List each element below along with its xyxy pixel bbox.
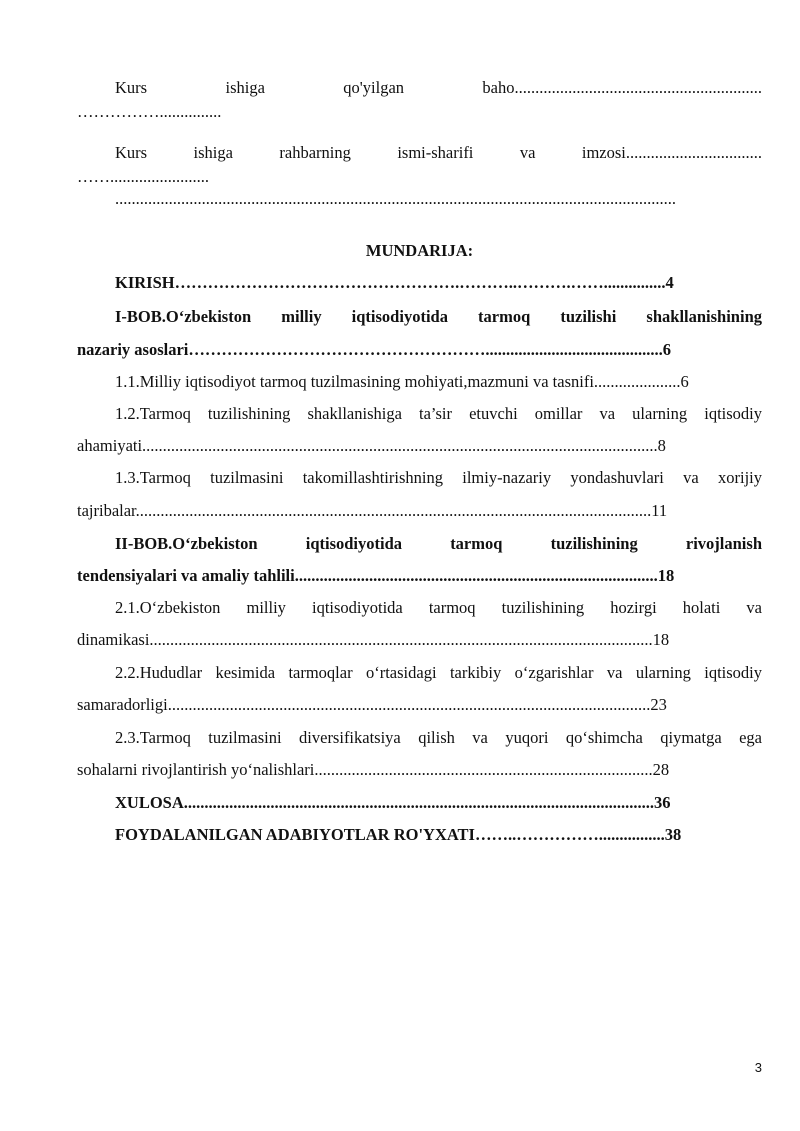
page-number: 3: [754, 1060, 762, 1075]
toc-entry-2-3: 2.3.Tarmoq tuzilmasini diversifikatsiya qilish va yuqori qo‘shimcha qiymatga ega: [115, 728, 762, 747]
grade-line-cont: ……………...............: [77, 102, 222, 121]
toc-entry-intro: KIRISH…………………………………………….………..……….……...............4: [115, 273, 674, 292]
toc-entry-2-2-cont: samaradorligi.....................................................................................................................23: [77, 695, 667, 714]
toc-entry-chapter2: II-BOB.O‘zbekiston iqtisodiyotida tarmoq tuzilishining rivojlanish: [115, 534, 762, 553]
toc-entry-chapter1: I-BOB.O‘zbekiston milliy iqtisodiyotida tarmoq tuzilishi shakllanishining: [115, 307, 762, 326]
toc-entry-1-3: 1.3.Tarmoq tuzilmasini takomillashtirishning ilmiy-nazariy yondashuvlari va xorijiy: [115, 468, 762, 487]
toc-entry-references: FOYDALANILGAN ADABIYOTLAR RO'YXATI……..……………................38: [115, 825, 682, 844]
toc-entry-2-3-cont: sohalarni rivojlantirish yo‘nalishlari..................................................................................28: [77, 760, 670, 779]
supervisor-signature-line: ........................................................................................................................................: [115, 189, 676, 208]
grade-line: Kurs ishiga qo'yilgan baho............................................................: [115, 78, 762, 97]
toc-entry-1-2-cont: ahamiyati.............................................................................................................................8: [77, 436, 666, 455]
supervisor-line-cont: ……........................: [77, 167, 209, 186]
toc-entry-chapter1-cont: nazariy asoslari………………………………………………...........................................6: [77, 340, 671, 359]
toc-title: MUNDARIJA:: [365, 241, 474, 260]
toc-entry-conclusion: XULOSA..................................................................................................................36: [115, 793, 671, 812]
toc-entry-2-1-cont: dinamikasi..........................................................................................................................18: [77, 630, 670, 649]
toc-entry-1-1: 1.1.Milliy iqtisodiyot tarmoq tuzilmasining mohiyati,mazmuni va tasnifi.....................6: [115, 372, 689, 391]
toc-entry-1-3-cont: tajribalar.............................................................................................................................11: [77, 501, 668, 520]
supervisor-line: Kurs ishiga rahbarning ismi-sharifi va imzosi.................................: [115, 143, 762, 162]
toc-entry-2-2: 2.2.Hududlar kesimida tarmoqlar o‘rtasidagi tarkibiy o‘zgarishlar va ularning iqtisodiy: [115, 663, 762, 682]
toc-entry-chapter2-cont: tendensiyalari va amaliy tahlili........................................................................................18: [77, 566, 675, 585]
toc-entry-1-2: 1.2.Tarmoq tuzilishining shakllanishiga ta’sir etuvchi omillar va ularning iqtisodiy: [115, 404, 762, 423]
toc-entry-2-1: 2.1.O‘zbekiston milliy iqtisodiyotida tarmoq tuzilishining hozirgi holati va: [115, 598, 762, 617]
document-page: [77, 0, 762, 1131]
